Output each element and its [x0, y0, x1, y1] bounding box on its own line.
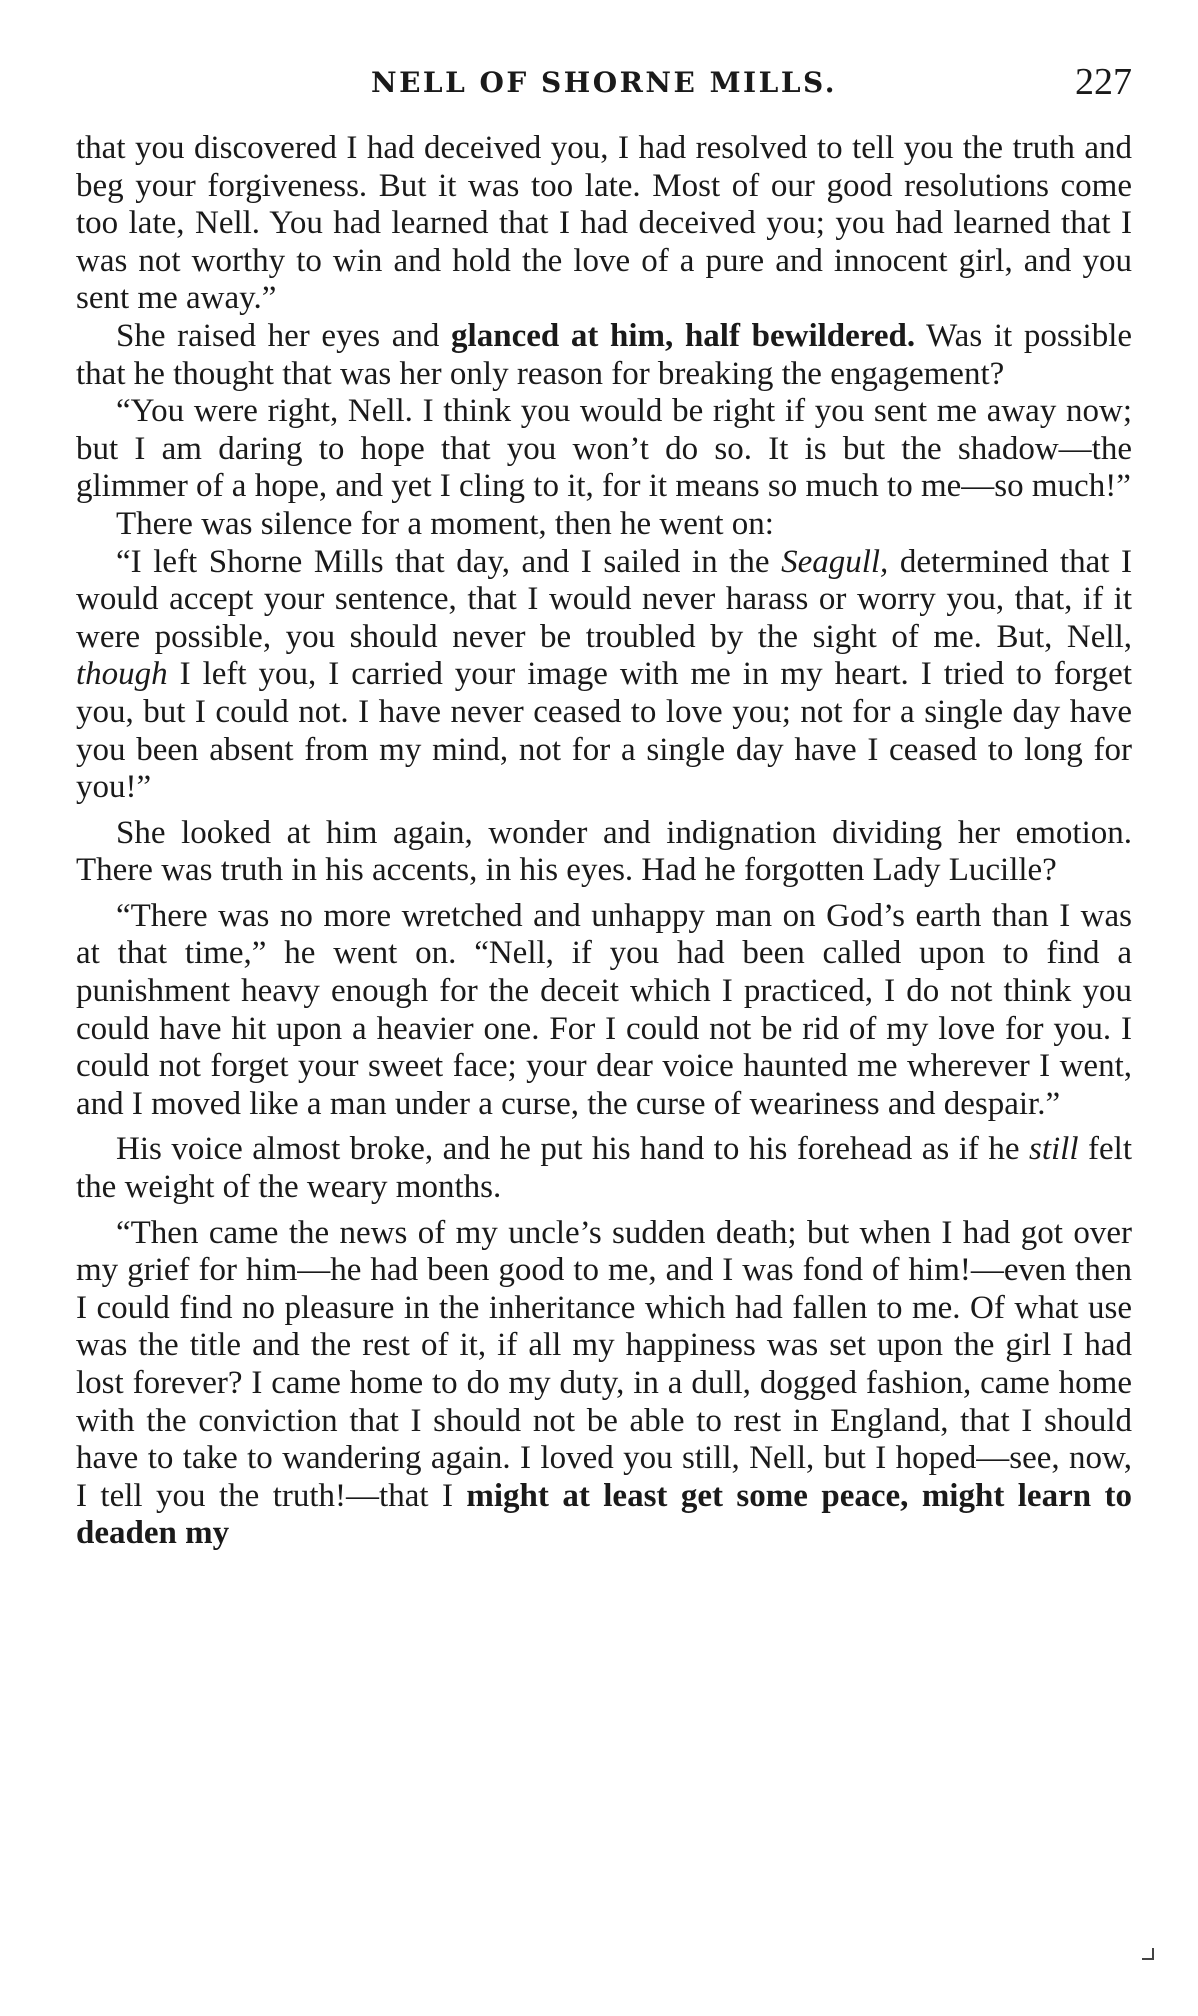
paragraph-2-text-c: Was it possible that he thought that was her only reason for breaking the engagement? — [76, 317, 1133, 392]
paragraph-8 — [76, 1131, 1132, 1206]
paragraph-4 — [76, 506, 1132, 544]
paragraph-5-text-c: determined that I would accept your sentence, that I would never harass or worry you, that, if it were possible, you should never be troubled by the sight of me. But, Nell, — [76, 543, 1132, 655]
paragraph-8-text-c: felt the weight of the weary months. — [76, 1131, 1132, 1206]
paragraph-1-text: that you discovered I had deceived you, I had resolved to tell you the truth and beg your forgiveness. But it was too late. Most of our good resolutions come too late, Nell. You had learned that I had deceived you; you had learned that I was not worthy to win and hold the love of a pure and innocent girl, and you sent me away.” — [76, 130, 1132, 317]
paragraph-4-text: There was silence for a moment, then he went on: — [116, 505, 774, 542]
paragraph-3-text: “You were right, Nell. I think you would be right if you sent me away now; but I am daring to hope that you won’t do so. It is but the shadow—the glimmer of a hope, and yet I cling to it, for it means so much to me—so much!” — [76, 393, 1132, 505]
paragraph-6-text: She looked at him again, wonder and indignation dividing her emotion. There was truth in his accents, in his eyes. Had he forgotten Lady Lucille? — [76, 814, 1132, 889]
paragraph-7-text: “There was no more wretched and unhappy man on God’s earth than I was at that time,” he went on. “Nell, if you had been called upon to find a punishment heavy enough for the deceit which I practiced, I do not think you could have hit upon a heavier one. For I could not be rid of my love for you. I could not forget your sweet face; your dear voice haunted me wherever I went, and I moved like a man under a curse, the curse of weariness and despair.” — [76, 897, 1132, 1122]
paragraph-7 — [76, 898, 1132, 1124]
ship-name-italic: Seagull, — [781, 543, 889, 580]
paragraph-5 — [76, 544, 1132, 807]
page-number: 227 — [1075, 61, 1132, 103]
page-corner-mark — [1142, 1948, 1154, 1960]
paragraph-9 — [76, 1215, 1132, 1553]
paragraph-8-italic-still: still — [1029, 1131, 1079, 1168]
paragraph-9-bold-text: might at least get some peace, might learn to deaden my — [76, 1477, 1132, 1552]
paragraph-5-italic-though: though — [76, 656, 168, 693]
paragraph-9-text-a: “Then came the news of my uncle’s sudden death; but when I had got over my grief for him—he had been good to me, and I was fond of him!—even then I could find no pleasure in the inheritance which had fallen to me. Of what use was the title and the rest of it, if all my happiness was set upon the girl I had lost forever? I came home to do my duty, in a dull, dogged fashion, came home with the conviction that I should not be able to rest in England, that I should have to take to wandering again. I loved you still, Nell, but I hoped—see, now, I tell you the truth!—that I — [76, 1214, 1132, 1514]
paragraph-5-text-a: “I left Shorne Mills that day, and I sailed in the — [116, 543, 782, 580]
running-head — [76, 58, 1132, 118]
body-text — [76, 130, 1132, 1553]
paragraph-2-text-a: She raised her eyes and — [116, 317, 452, 354]
paragraph-2-bold-text: glanced at him, half bewildered. — [451, 317, 916, 354]
book-page — [76, 58, 1132, 1553]
paragraph-5-text-e: I left you, I carried your image with me in my heart. I tried to forget you, but I could not. I have never ceased to love you; not for a single day have you been absent from my mind, not for a single day have I ceased to long for you!” — [76, 656, 1132, 806]
paragraph-8-text-a: His voice almost broke, and he put his hand to his forehead as if he — [116, 1131, 1029, 1168]
paragraph-1 — [76, 130, 1132, 318]
running-title: NELL OF SHORNE MILLS. — [370, 66, 838, 99]
paragraph-2 — [76, 318, 1132, 393]
paragraph-6 — [76, 815, 1132, 890]
paragraph-3 — [76, 393, 1132, 506]
